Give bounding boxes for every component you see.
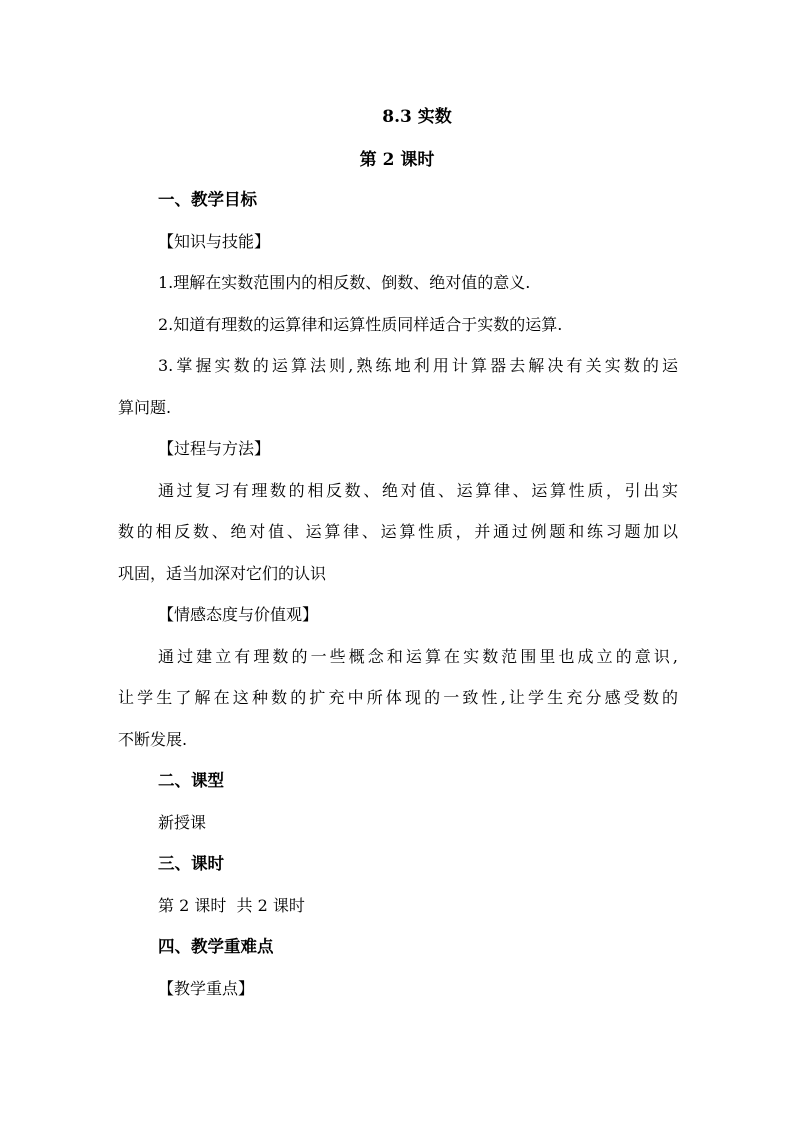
knowledge-item-3-line-2: 算问题. [118,398,172,417]
label-emotion-values: 【情感态度与价值观】 [158,605,319,624]
document-title: 8.3 实数 [382,107,452,127]
class-hours-text: 第 2 课时 共 2 课时 [158,896,305,915]
emotion-line-2: 让学生了解在这种数的扩充中所体现的一致性,让学生充分感受数的 [118,688,678,707]
label-teaching-key-points: 【教学重点】 [158,979,255,998]
knowledge-item-2: 2.知道有理数的运算律和运算性质同样适合于实数的运算. [158,315,563,334]
section-heading-lesson-type: 二、课型 [158,771,224,790]
label-process-method: 【过程与方法】 [158,439,271,458]
section-heading-objectives: 一、教学目标 [158,190,257,209]
section-heading-key-difficult-points: 四、教学重难点 [158,937,274,956]
process-line-2: 数的相反数、绝对值、运算律、运算性质，并通过例题和练习题加以 [118,522,678,541]
emotion-line-1: 通过建立有理数的一些概念和运算在实数范围里也成立的意识, [158,647,678,666]
section-heading-class-hours: 三、课时 [158,854,224,873]
emotion-line-3: 不断发展. [118,730,188,749]
label-knowledge-skills: 【知识与技能】 [158,232,271,251]
lesson-type-text: 新授课 [158,813,207,832]
knowledge-item-1: 1.理解在实数范围内的相反数、倒数、绝对值的意义. [158,273,531,292]
process-line-3: 巩固，适当加深对它们的认识 [118,564,327,583]
knowledge-item-3-line-1: 3.掌握实数的运算法则,熟练地利用计算器去解决有关实数的运 [158,356,678,375]
process-line-1: 通过复习有理数的相反数、绝对值、运算律、运算性质，引出实 [158,481,678,500]
document-subtitle: 第 2 课时 [359,150,435,170]
